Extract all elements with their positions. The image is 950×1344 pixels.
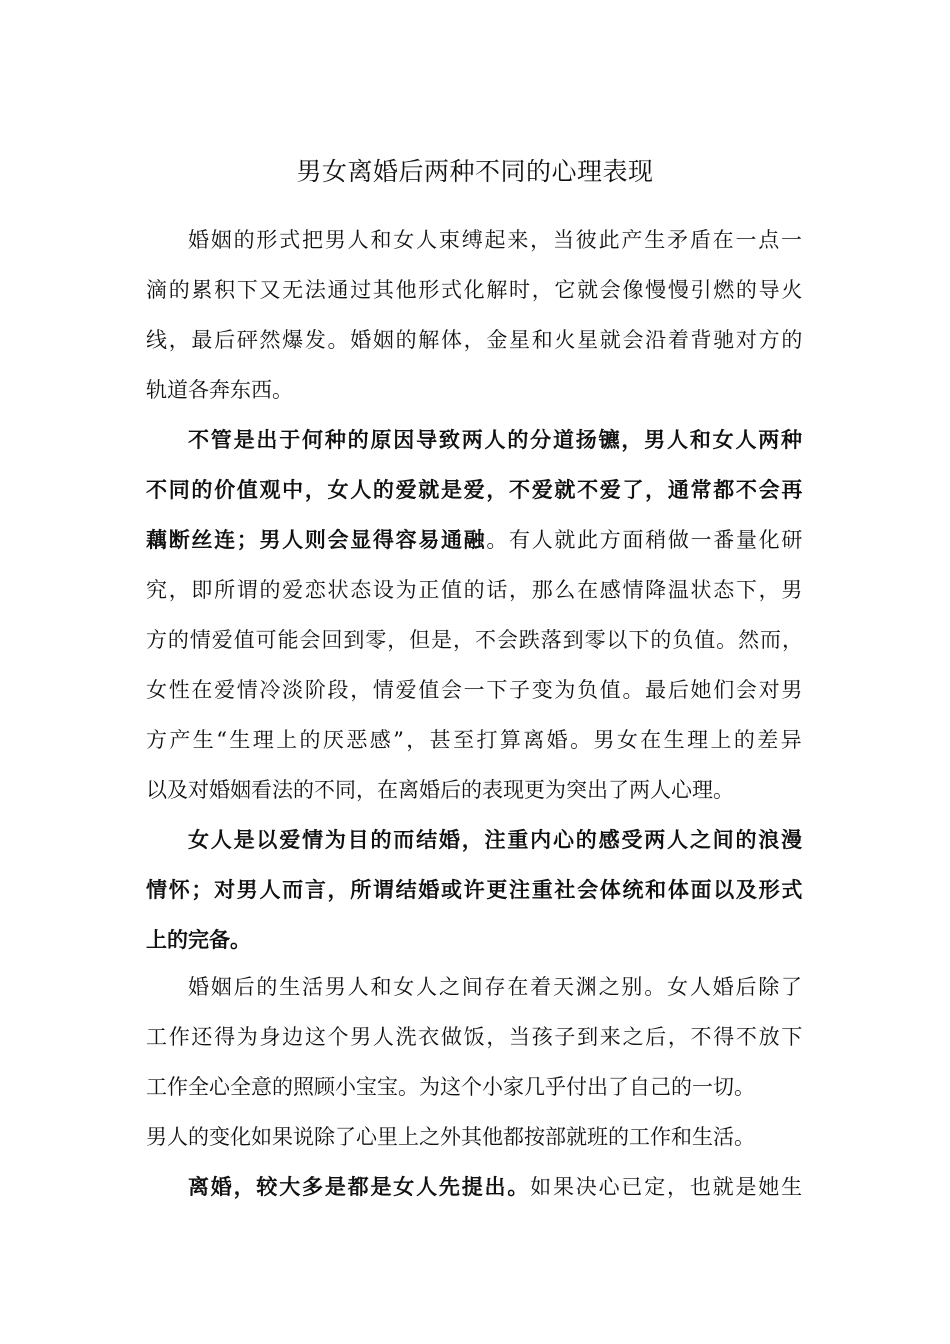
text-run: 工作还得为身边这个男人洗衣做饭，当孩子到来之后，不得不放下 bbox=[146, 1025, 805, 1049]
text-line bbox=[188, 825, 804, 855]
text-run: 滴的累积下又无法通过其他形式化解时，它就会像慢慢引燃的导火 bbox=[146, 278, 805, 302]
text-line bbox=[146, 325, 804, 355]
text-line bbox=[146, 275, 804, 305]
bold-text-run: 女人是以爱情为目的而结婚，注重内心的感受两人之间的浪漫 bbox=[188, 828, 804, 852]
text-run: 以及对婚姻看法的不同，在离婚后的表现更为突出了两人心理。 bbox=[146, 778, 734, 802]
text-run: 女性在爱情冷淡阶段，情爱值会一下子变为负值。最后她们会对男 bbox=[146, 678, 805, 702]
text-line bbox=[146, 675, 804, 705]
text-line bbox=[146, 525, 804, 555]
text-line bbox=[146, 625, 804, 655]
text-run: 究，即所谓的爱恋状态设为正值的话，那么在感情降温状态下，男 bbox=[146, 578, 805, 602]
text-run: 工作全心全意的照顾小宝宝。为这个小家几乎付出了自己的一切。 bbox=[146, 1075, 755, 1099]
bold-text-run: 情怀；对男人而言，所谓结婚或许更注重社会体统和体面以及形式 bbox=[146, 878, 805, 902]
text-line bbox=[146, 375, 293, 405]
text-run: 方产生“生理上的厌恶感”，甚至打算离婚。男女在生理上的差异 bbox=[146, 728, 805, 752]
document-title: 男女离婚后两种不同的心理表现 bbox=[296, 157, 654, 186]
text-run: 。有人就此方面稍做一番量化研 bbox=[486, 528, 805, 552]
text-line bbox=[146, 575, 804, 605]
text-line bbox=[146, 1072, 755, 1102]
text-line bbox=[146, 725, 804, 755]
text-line bbox=[188, 1172, 804, 1202]
text-run: 男人的变化如果说除了心里上之外其他都按部就班的工作和生活。 bbox=[146, 1125, 755, 1149]
text-run: 如果决心已定，也就是她生 bbox=[530, 1175, 804, 1199]
text-line bbox=[188, 425, 804, 455]
text-run: 轨道各奔东西。 bbox=[146, 378, 293, 402]
text-run: 方的情爱值可能会回到零，但是，不会跌落到零以下的负值。然而， bbox=[146, 628, 804, 652]
bold-text-run: 上的完备。 bbox=[146, 928, 251, 952]
bold-text-run: 离婚，较大多是都是女人先提出。 bbox=[188, 1175, 531, 1199]
text-line bbox=[188, 972, 804, 1002]
text-line bbox=[146, 1022, 804, 1052]
text-line bbox=[146, 875, 804, 905]
bold-text-run: 藕断丝连；男人则会显得容易通融 bbox=[146, 528, 487, 552]
text-run: 婚姻的形式把男人和女人束缚起来，当彼此产生矛盾在一点一 bbox=[188, 228, 804, 252]
bold-text-run: 不管是出于何种的原因导致两人的分道扬镳，男人和女人两种 bbox=[188, 428, 804, 452]
text-line bbox=[146, 1122, 755, 1152]
bold-text-run: 不同的价值观中，女人的爱就是爱，不爱就不爱了，通常都不会再 bbox=[146, 478, 805, 502]
text-line bbox=[146, 775, 734, 805]
text-run: 线，最后砰然爆发。婚姻的解体，金星和火星就会沿着背驰对方的 bbox=[146, 328, 805, 352]
text-line bbox=[146, 925, 251, 955]
text-line bbox=[146, 475, 804, 505]
text-line bbox=[188, 225, 804, 255]
text-run: 婚姻后的生活男人和女人之间存在着天渊之别。女人婚后除了 bbox=[188, 975, 804, 999]
